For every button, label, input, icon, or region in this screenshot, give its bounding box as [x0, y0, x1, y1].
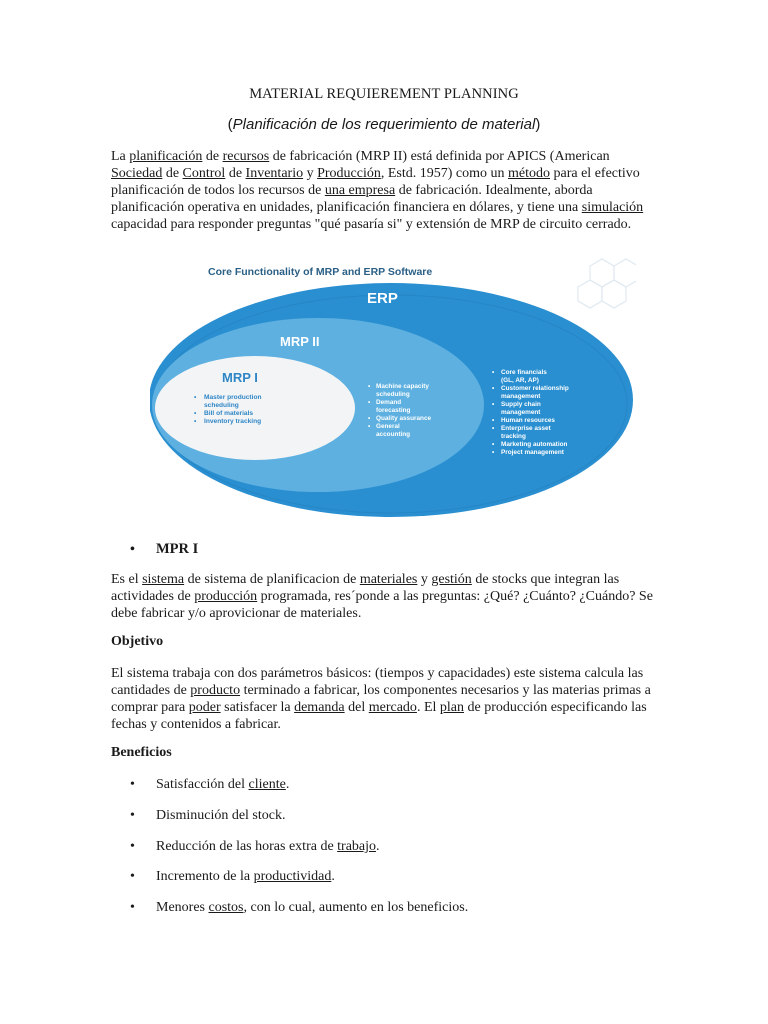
erp-item: management [501, 393, 541, 400]
link-recursos[interactable]: recursos [222, 149, 270, 164]
mrp2-item: Machine capacity [376, 383, 429, 390]
mrp2-item: Demand [376, 399, 402, 406]
mpr-heading [130, 541, 198, 558]
link-sistema[interactable]: sistema [142, 572, 185, 587]
link-mercado[interactable]: mercado [368, 700, 417, 715]
benefit-item: • Disminución del stock. [130, 808, 286, 823]
link-cliente[interactable]: cliente [248, 777, 286, 792]
svg-text:•: • [492, 401, 495, 408]
svg-text:•: • [492, 425, 495, 432]
svg-text:•: • [492, 369, 495, 376]
mrp1-list [194, 394, 262, 425]
mrp1-bullet: • [194, 418, 197, 425]
mrp1-item: scheduling [204, 402, 239, 409]
mrp1-item: Master production [204, 394, 262, 401]
bullet-icon: • [130, 808, 135, 823]
erp-item: Core financials [501, 369, 547, 376]
mrp2-label: MRP II [280, 334, 320, 349]
link-una-empresa[interactable]: una empresa [324, 183, 396, 198]
document-title: MATERIAL REQUIEREMENT PLANNING [249, 86, 519, 102]
subtitle-open-paren: ( [227, 116, 233, 133]
link-plan[interactable]: plan [439, 700, 464, 715]
link-demanda[interactable]: demanda [294, 700, 345, 715]
erp-item: Enterprise asset [501, 425, 551, 432]
beneficios-heading: Beneficios [111, 745, 172, 760]
erp-item: Marketing automation [501, 441, 568, 448]
mrp1-item: Bill of materials [204, 410, 254, 417]
link-trabajo[interactable]: trabajo [337, 839, 377, 854]
erp-item: Project management [501, 449, 564, 456]
mrp1-label: MRP I [222, 370, 258, 385]
svg-text:•: • [492, 449, 495, 456]
link-materiales[interactable]: materiales [359, 572, 418, 587]
svg-text:•: • [492, 417, 495, 424]
subtitle-close-paren: ) [535, 116, 541, 133]
erp-item: tracking [501, 433, 526, 440]
mrp2-item: General [376, 423, 400, 430]
svg-text:•: • [492, 441, 495, 448]
benefit-item: • Incremento de la productividad. [130, 869, 335, 884]
mrp2-item: forecasting [376, 407, 411, 414]
bullet-icon: • [130, 839, 135, 854]
intro-paragraph: La planificación de recursos de fabricación (MRP II) está definida por APICS (American Sociedad de Control de Inventario y Producción, Estd. 1957) como un método para el efectivo planificación de todos los recursos de una empresa de fabricación. Idealmente, aborda planificación operativa en unidades, planificación financiera en dólares, y tiene una simulación capacidad para responder preguntas "qué pasaría si" y extensión de MRP de circuito cerrado. [111, 149, 644, 232]
link-producto[interactable]: producto [190, 683, 241, 698]
mrp-erp-diagram [150, 258, 636, 520]
benefit-item: • Reducción de las horas extra de trabajo. [130, 839, 380, 854]
link-produccion-2[interactable]: producción [194, 589, 258, 604]
link-costos[interactable]: costos [208, 900, 244, 915]
link-poder[interactable]: poder [188, 700, 221, 715]
link-inventario[interactable]: Inventario [245, 166, 304, 181]
mrp2-item: scheduling [376, 391, 410, 398]
decorative-hexagons [578, 259, 636, 308]
svg-text:•: • [492, 385, 495, 392]
diagram-heading: Core Functionality of MRP and ERP Software [208, 266, 433, 278]
link-planificacion[interactable]: planificación [129, 149, 203, 164]
subtitle-text: Planificación de los requerimiento de material [232, 116, 536, 133]
erp-item: management [501, 409, 541, 416]
benefit-item: • Menores costos, con lo cual, aumento en los beneficios. [130, 900, 469, 915]
mrp2-item: Quality assurance [376, 415, 432, 422]
erp-item: Customer relationship [501, 385, 569, 392]
bullet-icon: • [130, 869, 135, 884]
mpr-heading-text: MPR I [156, 541, 199, 557]
erp-item: (GL, AR, AP) [501, 377, 539, 384]
link-gestion[interactable]: gestión [431, 572, 472, 587]
svg-text:•: • [368, 423, 371, 430]
document-subtitle [0, 116, 768, 133]
mrp1-bullet: • [194, 394, 197, 401]
svg-text:•: • [368, 383, 371, 390]
mrp1-bullet: • [194, 410, 197, 417]
svg-text:•: • [368, 415, 371, 422]
link-sociedad[interactable]: Sociedad [111, 166, 163, 181]
bullet-icon: • [130, 900, 135, 915]
mrp2-item: accounting [376, 431, 411, 438]
bullet-icon: • [130, 542, 135, 557]
erp-label: ERP [367, 290, 398, 307]
objetivo-heading: Objetivo [111, 634, 164, 649]
erp-item: Supply chain [501, 401, 541, 408]
link-simulacion[interactable]: simulación [581, 200, 644, 215]
benefit-item: • Satisfacción del cliente. [130, 777, 290, 792]
mpr-paragraph: Es el sistema de sistema de planificacion de materiales y gestión de stocks que integran las actividades de producción programada, res´ponde a las preguntas: ¿Qué? ¿Cuánto? ¿Cuándo? Se debe fabricar y/o aprovicionar de materiales. [111, 572, 653, 621]
link-productividad[interactable]: productividad [253, 869, 332, 884]
erp-item: Human resources [501, 417, 555, 424]
objetivo-paragraph: El sistema trabaja con dos parámetros básicos: (tiempos y capacidades) este sistema calcula las cantidades de producto terminado a fabricar, los componentes necesarios y las materias primas a comprar para poder satisfacer la demanda del mercado. El plan de producción especificando las fechas y contenidos a fabricar. [111, 666, 651, 732]
bullet-icon: • [130, 777, 135, 792]
link-produccion[interactable]: Producción [317, 166, 381, 181]
mrp1-item: Inventory tracking [204, 418, 262, 425]
link-control[interactable]: Control [182, 166, 226, 181]
svg-text:•: • [368, 399, 371, 406]
link-metodo[interactable]: método [508, 166, 550, 181]
